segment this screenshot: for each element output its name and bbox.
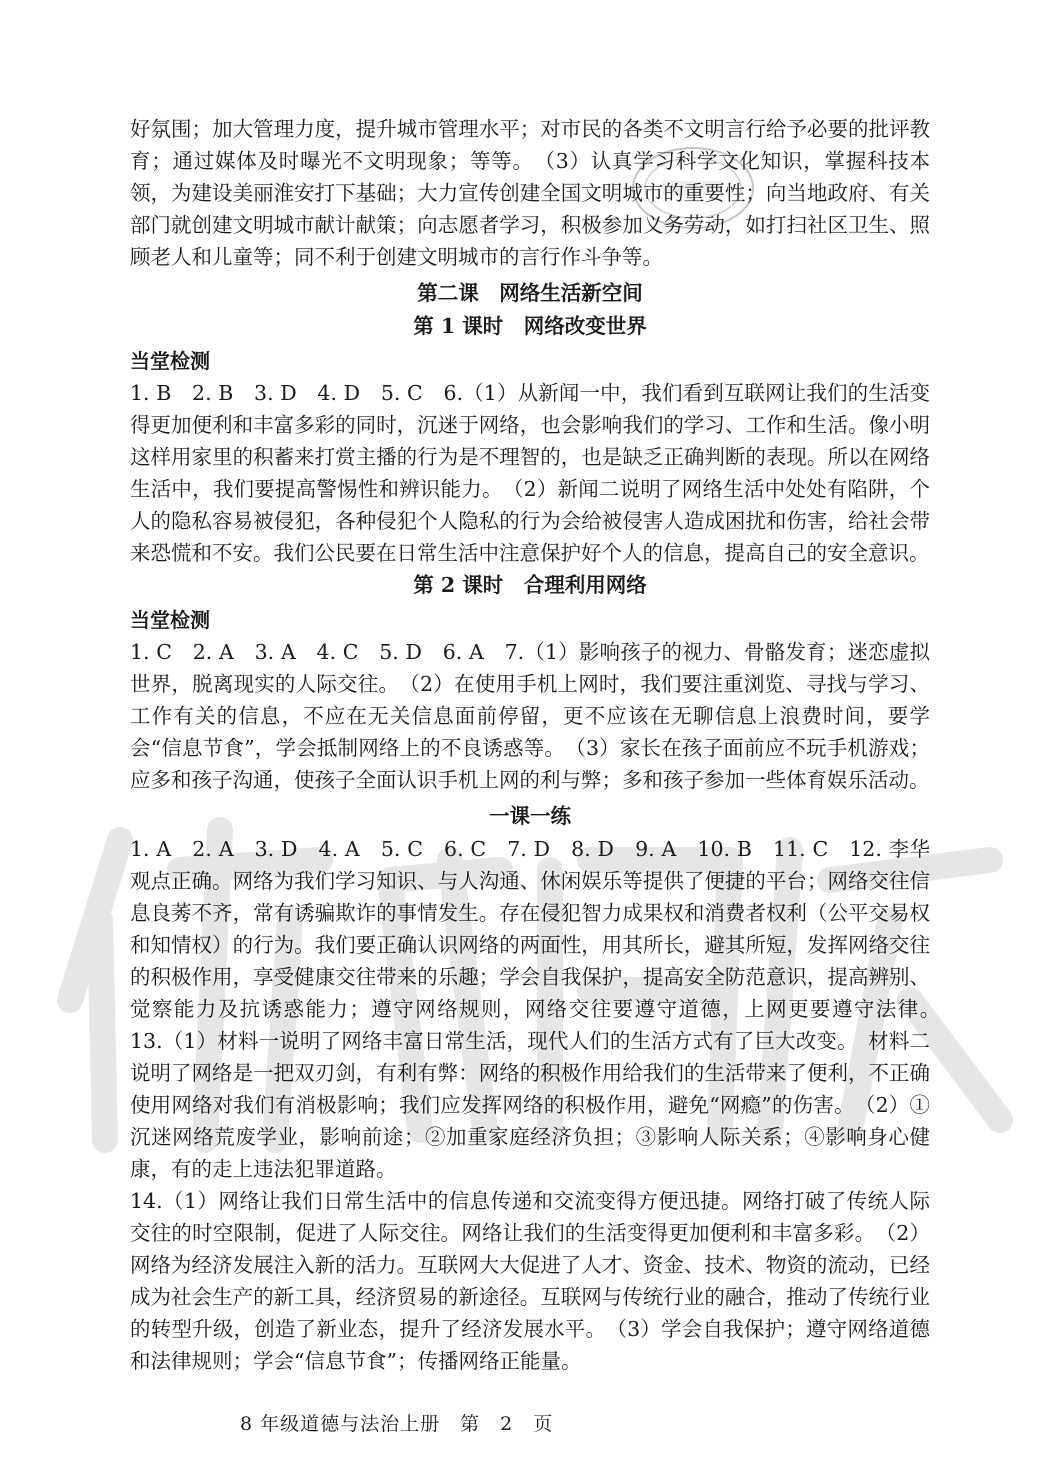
practice-answers-1: 1. A 2. A 3. D 4. A 5. C 6. C 7. D 8. D 9. A 10. B 11. C 12. 李华观点正确。网络为我们学习知识、与人沟通、休闲娱乐等提供了便捷的平台；网络交往信息良莠不齐，常有诱骗欺诈的事情发生。存在侵犯智力成果权和消费者权利（公平交易权和知情权）的行为。我们要正确认识网络的两面性，用其所长，避其所短，发挥网络交往的积极作用，享受健康交往带来的乐趣；学会自我保护，提高安全防范意识，提高辨别、觉察能力及抗诱惑能力；遵守网络规则，网络交往要遵守道德，上网更要遵守法律。 13.（1）材料一说明了网络丰富日常生活，现代人们的生活方式有了巨大改变。 材料二说明了网络是一把双刃剑，有利有弊：网络的积极作用给我们的生活带来了便利，不正确使用网络对我们有消极影响；我们应发挥网络的积极作用，避免“网瘾”的伤害。 （2）①沉迷网络荒废学业，影响前途；②加重家庭经济负担；③影响人际关系；④影响身心健康，有的走上违法犯罪道路。 bbox=[130, 837, 951, 1181]
intro-paragraph: 好氛围；加大管理力度，提升城市管理水平；对市民的各类不文明言行给予必要的批评教育；通过媒体及时曝光不文明现象；等等。 （3）认真学习科学文化知识，掌握科技本领，为建设美丽淮安打下基础；大力宣传创建全国文明城市的重要性；向当地政府、有关部门就创建文明城市献计献策；向志愿者学习，积极参加义务劳动，如打扫社区卫生、照顾老人和儿童等；同不利于创建文明城市的言行作斗争等。 bbox=[130, 117, 930, 269]
section1-title: 第 1 课时 网络改变世界 bbox=[413, 314, 647, 338]
lesson-title: 第二课 网络生活新空间 bbox=[417, 281, 643, 305]
section1-answers: 1. B 2. B 3. D 4. D 5. C 6.（1）从新闻一中，我们看到互联网让我们的生活变得更加便利和丰富多彩的同时，沉迷于网络，也会影响我们的学习、工作和生活。像小明这样用家里的积蓄来打赏主播的行为是不理智的，也是缺乏正确判断的表现。所以在网络生活中，我们要提高警惕性和辨识能力。 （2）新闻二说明了网络生活中处处有陷阱，个人的隐私容易被侵犯，各种侵犯个人隐私的行为会给被侵害人造成困扰和伤害，给社会带来恐慌和不安。我们公民要在日常生活中注意保护好个人的信息，提高自己的安全意识。 bbox=[130, 381, 930, 565]
section2-label: 当堂检测 bbox=[130, 608, 210, 632]
document-page bbox=[130, 113, 951, 1377]
section1-label: 当堂检测 bbox=[130, 349, 210, 373]
practice-title: 一课一练 bbox=[489, 804, 571, 828]
practice-answers-2: 14.（1）网络让我们日常生活中的信息传递和交流变得方便迅捷。网络打破了传统人际交往的时空限制，促进了人际交往。网络让我们的生活变得更加便利和丰富多彩。 （2）网络为经济发展注入新的活力。互联网大大促进了人才、资金、技术、物资的流动，已经成为社会生产的新工具，经济贸易的新途径。互联网与传统行业的融合，推动了传统行业的转型升级，创造了新业态，提升了经济发展水平。 （3）学会自我保护；遵守网络道德和法律规则；学会“信息节食”；传播网络正能量。 bbox=[130, 1189, 930, 1373]
section2-title: 第 2 课时 合理利用网络 bbox=[413, 573, 647, 597]
page-footer: 8 年级道德与法治上册 第 2 页 bbox=[240, 1413, 554, 1435]
section2-answers: 1. C 2. A 3. A 4. C 5. D 6. A 7.（1）影响孩子的视力、骨骼发育；迷恋虚拟世界，脱离现实的人际交往。 （2）在使用手机上网时，我们要注重浏览、寻找与学习、工作有关的信息，不应在无关信息面前停留，更不应该在无聊信息上浪费时间，要学会“信息节食”，学会抵制网络上的不良诱惑等。 （3）家长在孩子面前应不玩手机游戏；应多和孩子沟通，使孩子全面认识手机上网的利与弊；多和孩子参加一些体育娱乐活动。 bbox=[130, 640, 930, 792]
